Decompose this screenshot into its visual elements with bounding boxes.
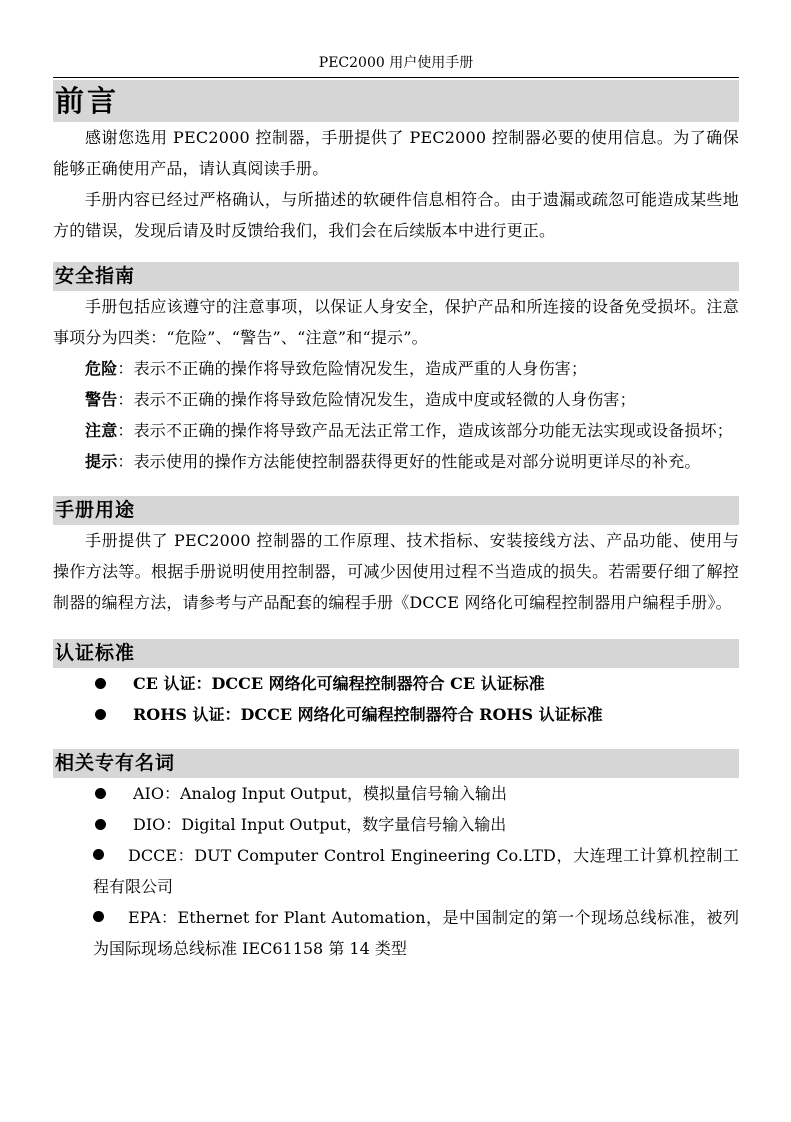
safety-label-tip: 提示 [85,452,118,471]
list-item [53,902,739,964]
list-item [53,778,739,809]
safety-text-caution: ：表示不正确的操作将导致产品无法正常工作，造成该部分功能无法实现或设备损坏； [117,421,734,440]
term-epa: EPA：Ethernet for Plant Automation，是中国制定的第一个现场总线标准，被列为国际现场总线标准 IEC61158 第 14 类型 [93,908,739,958]
bullet-icon [93,911,104,922]
safety-item-caution [53,415,739,446]
bullet-icon [95,788,106,799]
safety-label-caution: 注意 [85,421,118,440]
section-title-certification: 认证标准 [53,639,739,668]
certification-ce: CE 认证：DCCE 网络化可编程控制器符合 CE 认证标准 [133,674,545,693]
bullet-icon [95,819,106,830]
list-item [53,840,739,902]
usage-paragraph: 手册提供了 PEC2000 控制器的工作原理、技术指标、安装接线方法、产品功能、使用与操作方法等。根据手册说明使用控制器，可减少因使用过程不当造成的损失。若需要仔细了解控制器的编程方法，请参考与产品配套的编程手册《DCCE 网络化可编程控制器用户编程手册》。 [53,531,739,612]
safety-label-warning: 警告 [85,390,118,409]
safety-intro: 手册包括应该遵守的注意事项，以保证人身安全，保护产品和所连接的设备免受损坏。注意事项分为四类：“危险”、“警告”、“注意”和“提示”。 [53,297,739,347]
list-item [53,668,739,699]
bullet-icon [95,709,106,720]
safety-item-tip [53,446,739,477]
term-aio: AIO：Analog Input Output，模拟量信号输入输出 [133,784,507,803]
list-item [53,809,739,840]
bullet-icon [93,849,104,860]
bullet-icon [95,678,106,689]
page-header: PEC2000 用户使用手册 [53,53,739,78]
safety-text-warning: ：表示不正确的操作将导致危险情况发生，造成中度或轻微的人身伤害； [117,390,636,409]
term-dio: DIO：Digital Input Output，数字量信号输入输出 [133,815,507,834]
page-content [53,80,739,964]
section-title-safety: 安全指南 [53,262,739,291]
safety-text-danger: ：表示不正确的操作将导致危险情况发生，造成严重的人身伤害； [117,359,588,378]
safety-item-danger [53,353,739,384]
certification-rohs: ROHS 认证：DCCE 网络化可编程控制器符合 ROHS 认证标准 [133,705,603,724]
safety-label-danger: 危险 [85,359,118,378]
safety-text-tip: ：表示使用的操作方法能使控制器获得更好的性能或是对部分说明更详尽的补充。 [117,452,701,471]
section-title-terms: 相关专有名词 [53,749,739,778]
section-title-preface: 前言 [53,80,739,122]
preface-paragraph-2: 手册内容已经过严格确认，与所描述的软硬件信息相符合。由于遗漏或疏忽可能造成某些地方的错误，发现后请及时反馈给我们，我们会在后续版本中进行更正。 [53,190,739,240]
safety-item-warning [53,384,739,415]
preface-paragraph-1: 感谢您选用 PEC2000 控制器，手册提供了 PEC2000 控制器必要的使用信息。为了确保能够正确使用产品，请认真阅读手册。 [53,128,739,178]
section-title-usage: 手册用途 [53,496,739,525]
term-dcce: DCCE：DUT Computer Control Engineering Co.LTD，大连理工计算机控制工程有限公司 [93,846,739,896]
list-item [53,699,739,730]
